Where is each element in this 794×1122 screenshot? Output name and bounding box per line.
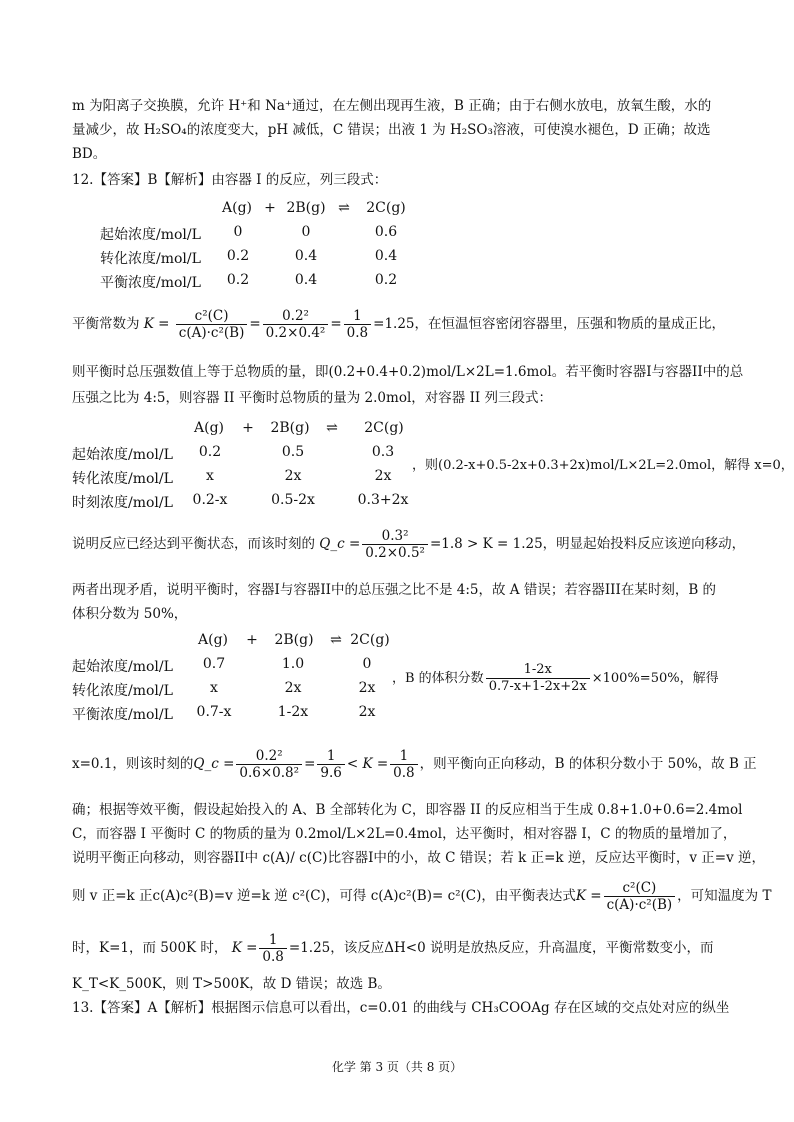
table-cell: 0.7	[202, 656, 226, 672]
text-line: ，则(0.2-x+0.5-2x+0.3+2x)mol/L×2L=2.0mol，解得 x=0，	[412, 458, 794, 473]
table-cell: 0.2	[226, 248, 250, 264]
row-label: 起始浓度/mol/L	[72, 659, 173, 675]
denominator: c(A)·c²(B)	[178, 325, 245, 341]
row-label: 起始浓度/mol/L	[72, 447, 173, 463]
table-cell: x	[206, 468, 214, 484]
denominator: 0.6×0.8²	[239, 765, 300, 781]
row-label: 时刻浓度/mol/L	[72, 495, 173, 511]
fraction	[362, 528, 428, 561]
formula-lhs: Q_c =	[319, 536, 361, 552]
table-header: +	[264, 200, 276, 216]
numerator: 1	[344, 308, 371, 325]
table-cell: 0.4	[294, 272, 318, 288]
row-label: 转化浓度/mol/L	[72, 471, 173, 487]
text-fragment: 则 v 正=k 正c(A)c²(B)=v 逆=k 逆 c²(C)，可得 c(A)c²(B)= c²(C)，由平衡表达式	[72, 888, 576, 904]
numerator: 0.3²	[362, 528, 428, 545]
table-cell: 0.2-x	[192, 492, 228, 508]
equilibrium-arrow: ⇌	[330, 632, 342, 648]
denominator: 0.8	[262, 949, 284, 965]
text-fragment: 说明反应已经达到平衡状态，而该时刻的	[72, 536, 315, 552]
denominator: 0.8	[393, 765, 415, 781]
formula-lhs: K =	[231, 940, 258, 956]
denominator: c(A)·c²(B)	[606, 897, 673, 913]
table-header: 2B(g)	[274, 632, 314, 648]
table-cell: 0	[301, 224, 311, 240]
table-header: 2B(g)	[270, 420, 310, 436]
table-cell: 0.3	[371, 444, 395, 460]
table-cell: 0.2	[374, 272, 398, 288]
table-cell: 2x	[358, 704, 376, 720]
row-label: 转化浓度/mol/L	[72, 683, 173, 699]
table-cell: 2x	[358, 680, 376, 696]
text-fragment: ，可知温度为 T	[677, 888, 772, 904]
text-line: 量减少，故 H₂SO₄的浓度变大，pH 减低，C 错误；出液 1 为 H₂SO₃溶液，可使溴水褪色，D 正确；故选	[72, 122, 711, 138]
table-header: +	[242, 420, 254, 436]
table-header: +	[246, 632, 258, 648]
reaction-quotient-equation	[72, 528, 745, 561]
denominator: 0.2×0.4²	[265, 325, 326, 341]
text-fragment: ，在恒温恒容密闭容器里，压强和物质的量成正比，	[414, 316, 726, 332]
text-line: K_T<K_500K，则 T>500K，故 D 错误；故选 B。	[72, 976, 391, 992]
table-cell: 0	[362, 656, 372, 672]
fraction	[344, 308, 371, 341]
numerator: 1-2x	[486, 662, 590, 679]
table-cell: 2x	[374, 468, 392, 484]
text-fragment: ，明显起始投料反应该逆向移动，	[542, 536, 746, 552]
numerator: 1	[317, 748, 344, 765]
table-cell: 0	[233, 224, 243, 240]
text-line: 说明平衡正向移动，则容器II中 c(A)/ c(C)比容器I中的小，故 C 错误；若 k 正=k 逆，反应达平衡时，v 正=v 逆，	[72, 850, 766, 866]
text-line: 则平衡时总压强数值上等于总物质的量，即(0.2+0.4+0.2)mol/L×2L=1.6mol。若平衡时容器I与容器II中的总	[72, 364, 744, 380]
three-step-table-1	[100, 200, 420, 296]
table-cell: 0.4	[374, 248, 398, 264]
formula-result: =1.25	[373, 316, 415, 332]
table-header: 2B(g)	[286, 200, 326, 216]
question-13-heading: 13.【答案】A【解析】根据图示信息可以看出，c=0.01 的曲线与 CH₃COOAg 存在区域的交点处对应的纵坐	[72, 1000, 730, 1016]
formula-result: =1.25	[288, 940, 331, 956]
temperature-comparison-line	[72, 932, 714, 965]
formula-result: =1.8 > K = 1.25	[429, 536, 543, 552]
fraction	[176, 308, 248, 341]
text-line: 两者出现矛盾，说明平衡时，容器I与容器II中的总压强之比不是 4:5，故 A 错误；若容器III在某时刻，B 的	[72, 582, 717, 598]
table-cell: 0.5	[281, 444, 305, 460]
fraction	[317, 748, 344, 781]
formula-lhs: K =	[143, 316, 170, 332]
row-label: 转化浓度/mol/L	[100, 251, 201, 267]
row-label: 起始浓度/mol/L	[100, 227, 201, 243]
table-cell: 0.6	[374, 224, 398, 240]
table-header: 2C(g)	[364, 420, 404, 436]
fraction	[259, 932, 286, 965]
numerator: 1	[390, 748, 417, 765]
equilibrium-constant-equation: 平衡常数为 K = $\frac{\text{c²(C)}}{\text{c(A)·c²(B)}}$ = $\frac{\text{0.2²}}{\text{0.2×0.4²}}$ = $\frac{1}{0.8}$ =1.25，在恒温恒容密闭容器里，压强和物质的量成正比，	[72, 308, 726, 341]
denominator: 0.8	[346, 325, 369, 341]
text-line: 压强之比为 4:5，则容器 II 平衡时总物质的量为 2.0mol，对容器 II 列三段式：	[72, 390, 553, 406]
numerator: 1	[259, 932, 286, 949]
text-line: 体积分数为 50%，	[72, 606, 188, 622]
table-cell: x	[210, 680, 218, 696]
equilibrium-arrow: ⇌	[338, 200, 350, 216]
text-fragment: 平衡常数为	[72, 316, 140, 332]
equilibrium-arrow: ⇌	[326, 420, 338, 436]
table-cell: 0.3+2x	[357, 492, 409, 508]
text-line: BD。	[72, 146, 107, 162]
table-cell: 0.4	[294, 248, 318, 264]
table-header: 2C(g)	[350, 632, 390, 648]
table-cell: 0.7-x	[196, 704, 232, 720]
formula-mid: < K =	[346, 756, 389, 772]
fraction	[236, 748, 302, 781]
text-fragment: ，解得	[679, 671, 719, 686]
denominator: 9.6	[320, 765, 342, 781]
b-volume-fraction-equation	[392, 662, 719, 695]
numerator: 0.2²	[263, 308, 329, 325]
fraction	[604, 880, 676, 913]
text-fragment: x=0.1，则该时刻的	[72, 756, 194, 772]
table-cell: 2x	[284, 468, 302, 484]
text-fragment: ，该反应ΔH<0 说明是放热反应，升高温度，平衡常数变小，而	[330, 940, 714, 956]
numerator: c²(C)	[176, 308, 248, 325]
numerator: 0.2²	[236, 748, 302, 765]
denominator: 0.2×0.5²	[365, 545, 425, 561]
numerator: c²(C)	[604, 880, 676, 897]
text-fragment: ，B 的体积分数	[392, 671, 484, 686]
reaction-quotient-equation-2: x=0.1，则该时刻的Q_c = $\frac{\text{0.2²}}{\text{0.6×0.8²}}$ = $\frac{1}{9.6}$ < K = $\frac{1}{0.8}$ ，则平衡向正向移动，B 的体积分数小于 50%，故 B 正	[72, 748, 757, 781]
three-step-table-3	[72, 632, 402, 728]
page-footer: 化学 第 3 页（共 8 页）	[331, 1060, 463, 1074]
row-label: 平衡浓度/mol/L	[72, 707, 173, 723]
question-12-heading: 12.【答案】B【解析】由容器 I 的反应，列三段式：	[72, 172, 388, 188]
fraction	[486, 662, 590, 695]
formula-lhs: K =	[575, 888, 602, 904]
formula-result: ×100%=50%	[591, 671, 680, 686]
three-step-table-2	[72, 420, 412, 516]
table-header: A(g)	[222, 200, 252, 216]
formula-lhs: Q_c =	[193, 756, 235, 772]
denominator: 0.7-x+1-2x+2x	[488, 679, 587, 694]
fraction	[263, 308, 329, 341]
table-cell: 2x	[284, 680, 302, 696]
table-header: A(g)	[194, 420, 224, 436]
table-cell: 0.5-2x	[271, 492, 315, 508]
text-fragment: 时，K=1，而 500K 时，	[72, 940, 228, 956]
table-cell: 0.2	[198, 444, 222, 460]
table-cell: 1.0	[281, 656, 305, 672]
table-header: A(g)	[198, 632, 228, 648]
table-header: 2C(g)	[366, 200, 406, 216]
table-cell: 1-2x	[277, 704, 309, 720]
text-fragment: ，则平衡向正向移动，B 的体积分数小于 50%，故 B 正	[419, 756, 757, 772]
row-label: 平衡浓度/mol/L	[100, 275, 201, 291]
text-line: C，而容器 I 平衡时 C 的物质的量为 0.2mol/L×2L=0.4mol，达平衡时，相对容器 I，C 的物质的量增加了，	[72, 826, 737, 842]
text-line: m 为阳离子交换膜，允许 H⁺和 Na⁺通过，在左侧出现再生液，B 正确；由于右侧水放电，放氧生酸，水的	[72, 98, 712, 114]
text-line: 确；根据等效平衡，假设起始投入的 A、B 全部转化为 C，即容器 II 的反应相当于生成 0.8+1.0+0.6=2.4mol	[72, 802, 743, 818]
fraction	[390, 748, 417, 781]
table-cell: 0.2	[226, 272, 250, 288]
equilibrium-expression-line	[72, 880, 771, 913]
